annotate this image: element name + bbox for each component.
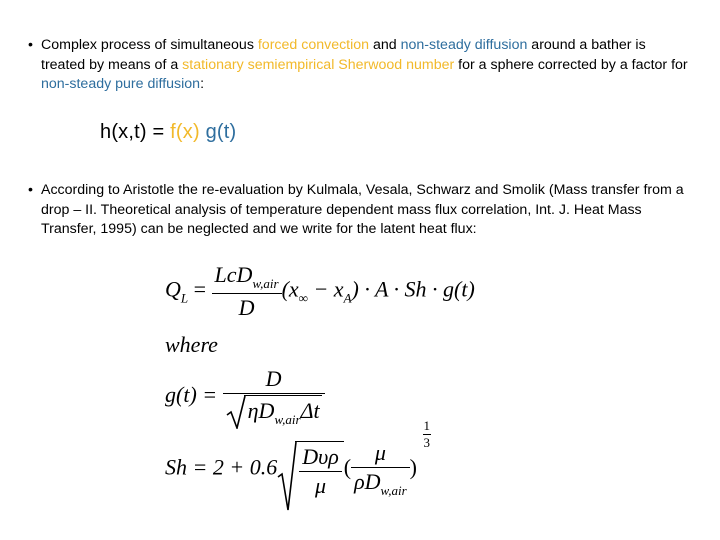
eq1-minus: − x (307, 276, 344, 302)
eq2-denominator: ηD (247, 398, 275, 423)
eq3-lhs: Sh = 2 + 0.6 (165, 454, 278, 480)
stationary-sherwood-term: stationary semiempirical Sherwood number (182, 56, 455, 73)
eq1-numerator-sub: w,air (252, 276, 279, 291)
g-t-equation (165, 366, 325, 428)
eq1-lhs: Q (165, 276, 181, 302)
eq2-numerator: D (265, 366, 282, 391)
eq3-exponent-numerator: 1 (423, 418, 430, 433)
radical-sign-icon (226, 395, 246, 429)
eq3-sqrt (277, 441, 344, 499)
eq3-frac1-denominator: μ (299, 471, 342, 499)
bullet-complex-process (28, 36, 688, 95)
where-label: where (165, 332, 218, 357)
eq1-rest: ) · A · Sh · g(t) (351, 276, 475, 302)
eq1-equals: = (188, 276, 212, 302)
eq1-fraction (212, 262, 282, 321)
eq3-paren-close: ) (409, 454, 417, 480)
eq3-paren-open: ( (343, 454, 352, 480)
bullet-aristotle (28, 181, 688, 240)
text-segment: and (369, 37, 401, 53)
bullet-text: According to Aristotle the re-evaluation by Kulmala, Vesala, Schwarz and Smolik (Mass transfer from a drop – II. Theoretical analysis of temperature dependent mass flux correlation, Int. J. Heat Mass Transfer, 1995) can be neglected and we write for the latent heat flux: (41, 182, 684, 237)
h-formula (100, 121, 236, 144)
eq3-frac2-numerator: μ (374, 440, 386, 465)
bullet-marker: • (28, 182, 33, 198)
eq1-lhs-sub: L (180, 290, 189, 306)
eq3-exponent-denominator: 3 (423, 435, 430, 450)
eq1-paren-open: (x (281, 276, 299, 302)
sherwood-equation (165, 418, 430, 499)
eq3-frac2-denominator: ρD (354, 469, 381, 494)
eq2-lhs: g(t) = (165, 382, 223, 408)
eq2-fraction (223, 366, 325, 428)
h-formula-fx: f(x) (170, 121, 200, 143)
non-steady-diffusion-term: non-steady diffusion (400, 37, 528, 53)
latent-heat-equation (165, 262, 475, 321)
non-steady-pure-diffusion-term: non-steady pure diffusion (41, 76, 201, 92)
h-formula-lhs: h(x,t) = (100, 121, 171, 143)
forced-convection-term: forced convection (257, 37, 370, 53)
h-formula-gt: g(t) (205, 121, 237, 143)
eq3-frac2-denominator-sub: w,air (380, 483, 407, 498)
eq1-xa-sub: A (343, 290, 352, 306)
bullet-marker: • (28, 37, 33, 53)
bullet-text (41, 36, 688, 95)
radical-sign-icon (277, 441, 297, 511)
eq2-denominator-sub: w,air (274, 412, 301, 427)
eq3-power-group (343, 418, 430, 499)
text-segment: around a bather is treated by means of a (41, 37, 646, 73)
eq1-xinf-sub: ∞ (298, 290, 308, 306)
eq3-frac1-numerator: Dυρ (302, 443, 339, 469)
eq3-fraction2 (351, 440, 410, 499)
eq2-sqrt (226, 395, 322, 428)
eq3-fraction1 (299, 444, 342, 499)
eq1-denominator: D (212, 293, 282, 321)
text-segment: Complex process of simultaneous (41, 37, 258, 53)
eq2-denominator-tail: Δt (300, 398, 320, 423)
text-segment: : (200, 76, 205, 92)
eq1-numerator: LcD (214, 262, 253, 287)
eq3-exponent (423, 418, 432, 451)
text-segment: for a sphere corrected by a factor for (454, 56, 688, 73)
